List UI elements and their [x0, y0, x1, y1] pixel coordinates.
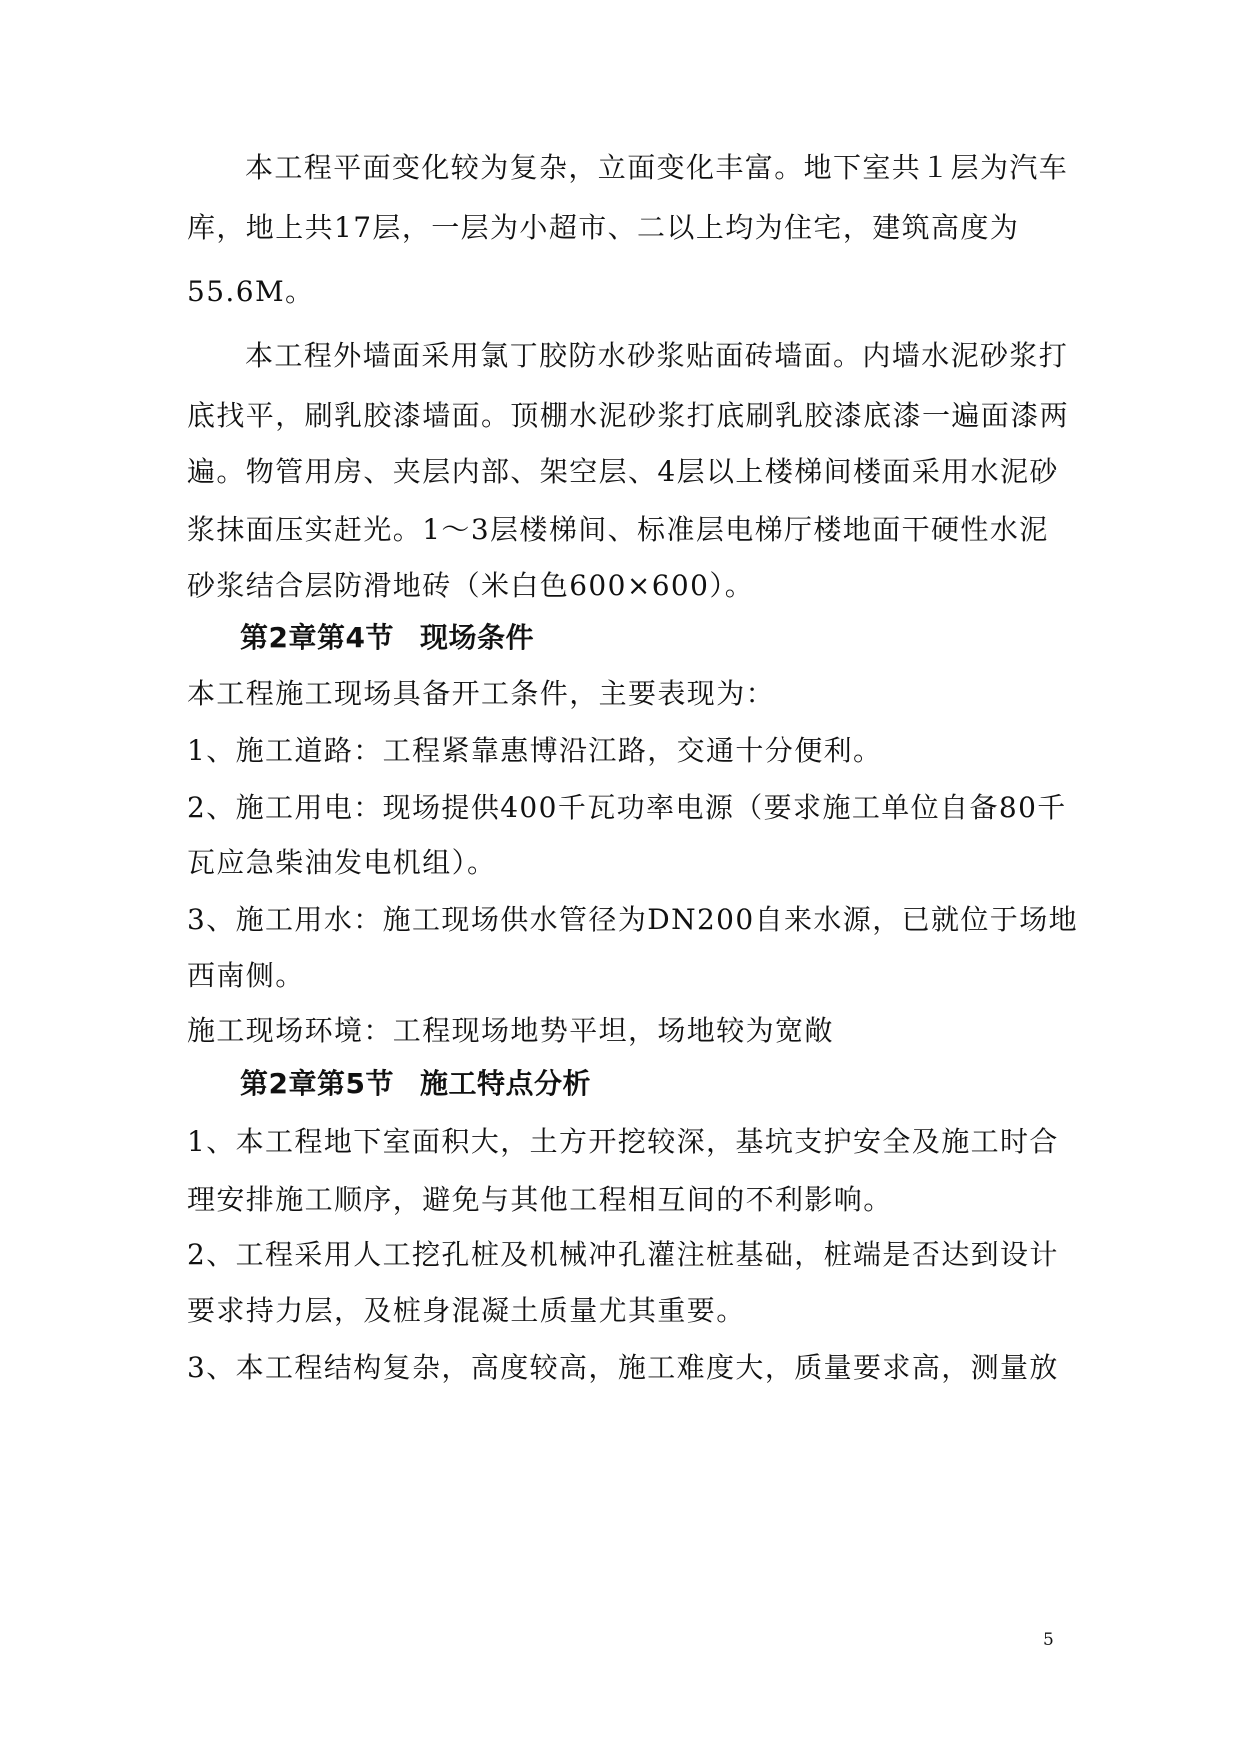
paragraph-line: 本工程施工现场具备开工条件，主要表现为： — [187, 677, 776, 710]
paragraph-line: 砂浆结合层防滑地砖（米白色600×600）。 — [187, 569, 755, 602]
paragraph-line: 西南侧。 — [187, 959, 305, 992]
page-number: 5 — [1043, 1630, 1054, 1650]
section-title: 施工特点分析 — [419, 1067, 591, 1100]
section-number: 第2章第5节 — [240, 1067, 394, 1100]
list-item: 2、施工用电：现场提供400千瓦功率电源（要求施工单位自备80千 — [187, 791, 1067, 824]
list-item: 3、本工程结构复杂，高度较高，施工难度大，质量要求高，测量放 — [187, 1351, 1059, 1384]
list-item: 2、工程采用人工挖孔桩及机械冲孔灌注桩基础，桩端是否达到设计 — [187, 1238, 1059, 1271]
paragraph-line: 瓦应急柴油发电机组）。 — [187, 846, 497, 879]
paragraph-line: 本工程外墙面采用氯丁胶防水砂浆贴面砖墙面。内墙水泥砂浆打 — [245, 339, 1069, 372]
paragraph-line: 遍。物管用房、夹层内部、架空层、4层以上楼梯间楼面采用水泥砂 — [187, 455, 1059, 488]
paragraph-line: 浆抹面压实赶光。1～3层楼梯间、标准层电梯厅楼地面干硬性水泥 — [187, 513, 1049, 546]
section-title: 现场条件 — [419, 621, 534, 654]
section-number: 第2章第4节 — [240, 621, 394, 654]
list-item: 3、施工用水：施工现场供水管径为DN200自来水源，已就位于场地 — [187, 903, 1079, 936]
list-item: 1、本工程地下室面积大，土方开挖较深，基坑支护安全及施工时合 — [187, 1125, 1059, 1158]
paragraph-line: 55.6M。 — [187, 275, 315, 308]
section-heading — [240, 620, 534, 656]
section-heading — [240, 1066, 591, 1102]
list-item: 1、施工道路：工程紧靠惠博沿江路，交通十分便利。 — [187, 734, 883, 767]
paragraph-line: 底找平，刷乳胶漆墙面。顶棚水泥砂浆打底刷乳胶漆底漆一遍面漆两 — [187, 399, 1070, 432]
paragraph-line: 本工程平面变化较为复杂，立面变化丰富。地下室共１层为汽车 — [245, 151, 1069, 184]
paragraph-line: 理安排施工顺序，避免与其他工程相互间的不利影响。 — [187, 1183, 893, 1216]
paragraph-line: 要求持力层，及桩身混凝土质量尤其重要。 — [187, 1294, 746, 1327]
paragraph-line: 库，地上共17层，一层为小超市、二以上均为住宅，建筑高度为 — [187, 211, 1020, 244]
paragraph-line: 施工现场环境：工程现场地势平坦，场地较为宽敞 — [187, 1014, 834, 1047]
